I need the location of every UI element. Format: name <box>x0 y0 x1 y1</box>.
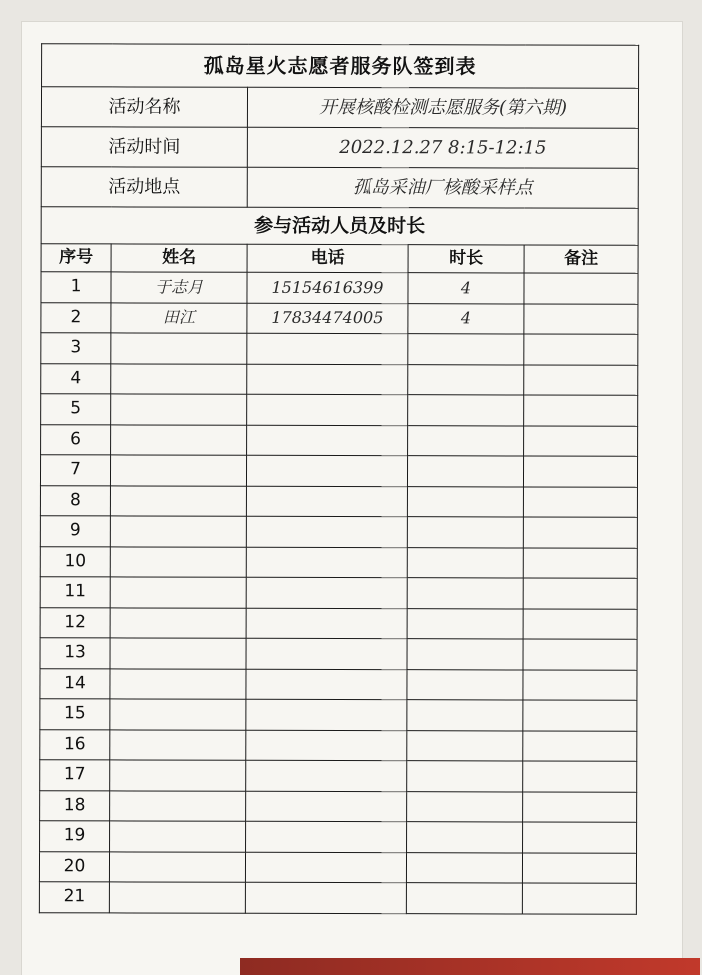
table-row <box>39 851 636 883</box>
row-note <box>522 852 636 883</box>
row-hours <box>408 364 524 395</box>
row-name <box>111 424 247 455</box>
row-note <box>524 395 638 426</box>
row-hours <box>408 334 524 365</box>
row-number: 13 <box>40 638 110 669</box>
row-note <box>523 456 637 487</box>
row-number: 11 <box>40 577 110 608</box>
row-number: 18 <box>40 790 110 821</box>
table-row <box>41 394 638 426</box>
row-number: 4 <box>41 363 111 394</box>
row-hours <box>407 822 523 853</box>
row-name <box>110 821 246 852</box>
table-row <box>40 729 637 761</box>
row-name <box>110 760 246 791</box>
row-phone <box>246 577 407 608</box>
row-note <box>523 608 637 639</box>
row-name <box>109 882 245 913</box>
form-title: 孤岛星火志愿者服务队签到表 <box>42 44 639 89</box>
row-hours <box>407 547 523 578</box>
row-hours <box>407 486 523 517</box>
row-phone <box>245 852 406 883</box>
row-name <box>110 729 246 760</box>
row-phone <box>246 791 407 822</box>
row-name <box>110 485 246 516</box>
activity-name-row <box>41 87 638 129</box>
desk-edge <box>240 958 700 975</box>
row-phone <box>246 760 407 791</box>
row-phone <box>246 455 407 486</box>
row-hours <box>407 669 523 700</box>
table-row <box>40 699 637 731</box>
activity-name-value: 开展核酸检测志愿服务(第六期) <box>247 87 638 128</box>
row-number: 2 <box>41 302 111 333</box>
row-note <box>523 791 637 822</box>
participants-title-row <box>41 207 638 246</box>
row-note <box>523 669 637 700</box>
row-number: 16 <box>40 729 110 760</box>
table-row <box>40 790 637 822</box>
table-row <box>40 546 637 578</box>
row-note <box>522 883 636 914</box>
row-note <box>524 273 638 304</box>
table-row <box>40 668 637 700</box>
row-name <box>110 455 246 486</box>
table-row <box>40 455 637 487</box>
table-row <box>40 638 637 670</box>
row-name <box>110 607 246 638</box>
row-hours <box>407 730 523 761</box>
row-phone <box>246 699 407 730</box>
row-hours <box>406 852 522 883</box>
row-name <box>111 333 247 364</box>
table-row <box>40 577 637 609</box>
row-name <box>111 394 247 425</box>
row-name: 田江 <box>111 302 247 333</box>
activity-place-value: 孤岛采油厂核酸采样点 <box>247 167 638 208</box>
column-header-name: 姓名 <box>111 244 247 272</box>
column-header-hours: 时长 <box>408 245 524 273</box>
column-header-no: 序号 <box>41 244 111 272</box>
row-name <box>110 790 246 821</box>
row-hours: 4 <box>408 303 524 334</box>
row-name <box>109 851 245 882</box>
row-number: 21 <box>39 882 109 913</box>
row-name <box>110 699 246 730</box>
row-number: 8 <box>40 485 110 516</box>
row-number: 5 <box>41 394 111 425</box>
row-number: 15 <box>40 699 110 730</box>
row-note <box>523 822 637 853</box>
row-number: 17 <box>40 760 110 791</box>
row-hours <box>407 761 523 792</box>
row-note <box>524 334 638 365</box>
row-phone: 17834474005 <box>247 303 408 334</box>
row-hours <box>407 608 523 639</box>
row-name <box>110 668 246 699</box>
table-row <box>41 302 638 334</box>
row-phone <box>247 333 408 364</box>
row-phone <box>246 669 407 700</box>
row-number: 14 <box>40 668 110 699</box>
row-hours: 4 <box>408 273 524 304</box>
row-number: 7 <box>40 455 110 486</box>
row-note <box>523 578 637 609</box>
row-phone <box>246 486 407 517</box>
row-name <box>110 546 246 577</box>
row-number: 9 <box>40 516 110 547</box>
row-hours <box>407 791 523 822</box>
row-hours <box>407 456 523 487</box>
column-header-phone: 电话 <box>247 244 408 272</box>
activity-time-row <box>41 127 638 169</box>
row-hours <box>408 425 524 456</box>
row-hours <box>407 517 523 548</box>
activity-place-label: 活动地点 <box>41 167 247 208</box>
row-hours <box>407 700 523 731</box>
row-name <box>110 638 246 669</box>
row-hours <box>407 578 523 609</box>
activity-name-label: 活动名称 <box>41 87 247 128</box>
row-note <box>523 730 637 761</box>
activity-place-row <box>41 167 638 209</box>
table-row <box>40 516 637 548</box>
table-row <box>40 760 637 792</box>
table-row <box>40 485 637 517</box>
row-name <box>110 577 246 608</box>
table-row <box>41 424 638 456</box>
row-number: 10 <box>40 546 110 577</box>
row-number: 6 <box>41 424 111 455</box>
row-hours <box>408 395 524 426</box>
row-note <box>524 425 638 456</box>
row-number: 12 <box>40 607 110 638</box>
table-row <box>40 821 637 853</box>
activity-time-value: 2022.12.27 8:15-12:15 <box>247 127 638 168</box>
table-row <box>39 882 636 914</box>
row-phone <box>247 364 408 395</box>
row-phone <box>246 638 407 669</box>
row-number: 3 <box>41 333 111 364</box>
table-row <box>40 607 637 639</box>
row-phone <box>246 608 407 639</box>
activity-time-label: 活动时间 <box>41 127 247 168</box>
row-name: 于志月 <box>111 272 247 303</box>
participants-title: 参与活动人员及时长 <box>41 207 638 246</box>
row-number: 20 <box>39 851 109 882</box>
table-row <box>41 333 638 365</box>
row-note <box>523 700 637 731</box>
row-note <box>523 547 637 578</box>
row-note <box>523 517 637 548</box>
row-phone <box>247 425 408 456</box>
row-note <box>523 761 637 792</box>
row-name <box>110 516 246 547</box>
row-note <box>523 486 637 517</box>
row-hours <box>406 883 522 914</box>
row-number: 1 <box>41 272 111 303</box>
row-note <box>524 364 638 395</box>
row-hours <box>407 639 523 670</box>
table-row <box>41 272 638 304</box>
form-title-row <box>42 44 639 89</box>
row-note <box>523 639 637 670</box>
sign-in-form <box>39 43 639 914</box>
row-note <box>524 303 638 334</box>
row-phone <box>245 882 406 913</box>
row-phone <box>246 821 407 852</box>
row-number: 19 <box>40 821 110 852</box>
table-row <box>41 363 638 395</box>
row-phone <box>246 730 407 761</box>
row-phone <box>246 547 407 578</box>
column-header-note: 备注 <box>524 245 638 273</box>
row-phone <box>247 394 408 425</box>
row-phone <box>246 516 407 547</box>
table-header-row <box>41 244 638 274</box>
row-phone: 15154616399 <box>247 272 408 303</box>
row-name <box>111 363 247 394</box>
